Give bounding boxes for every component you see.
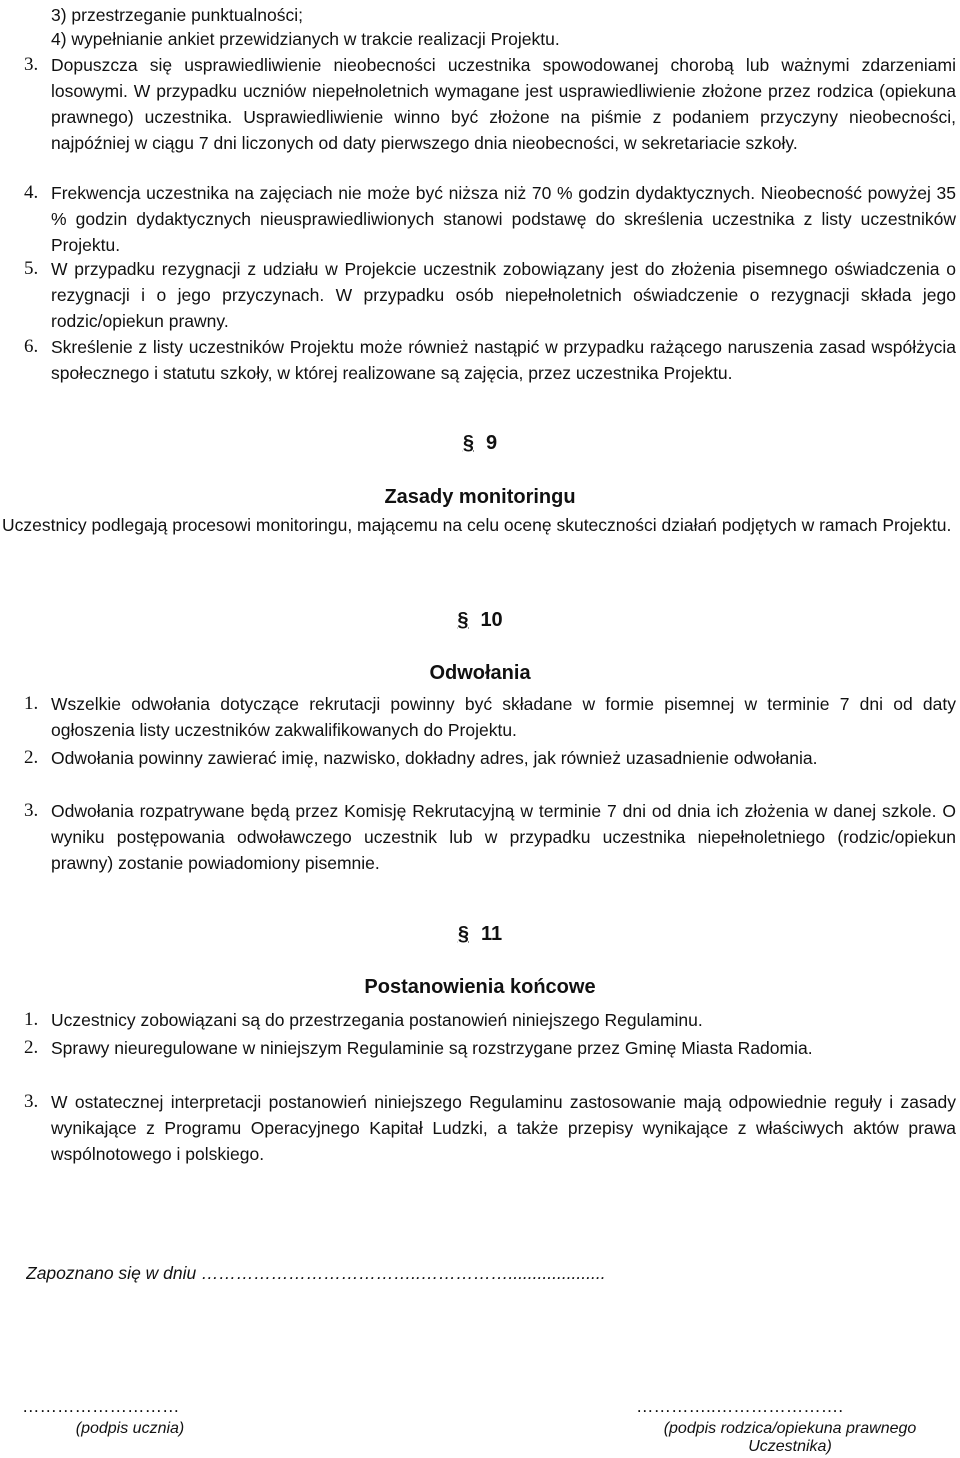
item-number: 3. <box>24 1091 39 1112</box>
item-text: Odwołania rozpatrywane będą przez Komisję Rekrutacyjną w terminie 7 dni od dnia ich złożenia w danej szkole. O wyniku postępowania odwoławczego uczestnik lub w przypadku uczestnika niepełnoletniego (rodzic/opiekun prawny) zostanie powiadomiony pisemnie. <box>51 801 956 873</box>
item-text: Skreślenie z listy uczestników Projektu może również nastąpić w przypadku rażącego naruszenia zasad współżycia społecznego i statutu szkoły, w której realizowane są zajęcia, przez uczestnika Projektu. <box>51 337 956 383</box>
list-item <box>24 798 956 876</box>
item-text: Dopuszcza się usprawiedliwienie nieobecności uczestnika spowodowanej chorobą lub ważnymi zdarzeniami losowymi. W przypadku uczniów niepełnoletnich wymagane jest usprawiedliwienie złożone przez rodzica (opiekuna prawnego) uczestnika. Usprawiedliwienie winno być złożone na piśmie z podaniem przyczyny nieobecności, najpóźniej w ciągu 7 dni liczonych od daty pierwszego dnia nieobecności, w sekretariacie szkoły. <box>51 55 956 153</box>
item-text: Frekwencja uczestnika na zajęciach nie może być niższa niż 70 % godzin dydaktycznych. Nieobecność powyżej 35 % godzin dydaktycznych nieusprawiedliwionych stanowi podstawę do skreślenia uczestnika z listy uczestników Projektu. <box>51 183 956 255</box>
item-text: W ostatecznej interpretacji postanowień niniejszego Regulaminu zastosowanie mają odpowiednie reguły i zasady wynikające z Programu Operacyjnego Kapitał Ludzki, a także przepisy wynikające z właściwych aktów prawa wspólnotowego i polskiego. <box>51 1092 956 1164</box>
list-item <box>24 1089 956 1167</box>
section-number: 9 <box>486 432 498 454</box>
student-signature-label: (podpis ucznia) <box>75 1420 185 1437</box>
section-10-heading <box>0 609 960 632</box>
section-number: 10 <box>480 609 503 631</box>
list-item <box>24 1035 956 1061</box>
prev-list-item-3: 3) przestrzeganie punktualności; <box>51 5 303 25</box>
item-number: 1. <box>24 1009 39 1030</box>
item-number: 2. <box>24 747 39 768</box>
acknowledgement-label: Zapoznano się w dniu <box>26 1263 197 1283</box>
section-9-body: Uczestnicy podlegają procesowi monitoringu, mającemu na celu ocenę skuteczności działań podjętych w ramach Projektu. <box>2 515 952 535</box>
paragraph-sign: § <box>462 432 474 454</box>
parent-signature-label: (podpis rodzica/opiekuna prawnego <box>663 1420 917 1437</box>
section-number: 11 <box>480 923 503 945</box>
item-number: 3. <box>24 800 39 821</box>
list-item <box>24 256 956 334</box>
date-fill-dots: ………………………………..…………….................... <box>201 1263 606 1283</box>
list-item <box>24 1007 956 1033</box>
item-number: 4. <box>24 182 39 203</box>
section-9-heading <box>0 432 960 455</box>
list-item <box>24 52 956 156</box>
item-number: 2. <box>24 1037 39 1058</box>
item-number: 1. <box>24 693 39 714</box>
item-number: 3. <box>24 54 39 75</box>
list-item <box>24 745 956 771</box>
parent-signature-label-cont: Uczestnika) <box>748 1438 832 1455</box>
section-11-heading <box>0 923 960 946</box>
section-9-title: Zasady monitoringu <box>384 486 576 508</box>
item-text: Wszelkie odwołania dotyczące rekrutacji powinny być składane w formie pisemnej w terminie 7 dni od daty ogłoszenia listy uczestników zakwalifikowanych do Projektu. <box>51 694 956 740</box>
list-item <box>24 334 956 386</box>
acknowledgement-line <box>26 1260 956 1286</box>
student-signature-dots: ……………………… <box>22 1396 180 1416</box>
parent-signature-dots: …………..…………………. <box>636 1396 844 1416</box>
section-11-title: Postanowienia końcowe <box>364 976 596 998</box>
paragraph-sign: § <box>457 923 469 945</box>
item-text: Odwołania powinny zawierać imię, nazwisko, dokładny adres, jak również uzasadnienie odwołania. <box>51 748 818 768</box>
item-text: W przypadku rezygnacji z udziału w Projekcie uczestnik zobowiązany jest do złożenia pisemnego oświadczenia o rezygnacji i o jego przyczynach. W przypadku osób niepełnoletnich oświadczenie o rezygnacji składa jego rodzic/opiekun prawny. <box>51 259 956 331</box>
list-item <box>24 691 956 743</box>
paragraph-sign: § <box>457 609 469 631</box>
item-number: 6. <box>24 336 39 357</box>
item-text: Sprawy nieuregulowane w niniejszym Regulaminie są rozstrzygane przez Gminę Miasta Radomia. <box>51 1038 813 1058</box>
item-text: Uczestnicy zobowiązani są do przestrzegania postanowień niniejszego Regulaminu. <box>51 1010 703 1030</box>
prev-list-item-4: 4) wypełnianie ankiet przewidzianych w trakcie realizacji Projektu. <box>51 29 560 49</box>
section-10-title: Odwołania <box>429 662 531 684</box>
item-number: 5. <box>24 258 39 279</box>
list-item <box>24 180 956 258</box>
